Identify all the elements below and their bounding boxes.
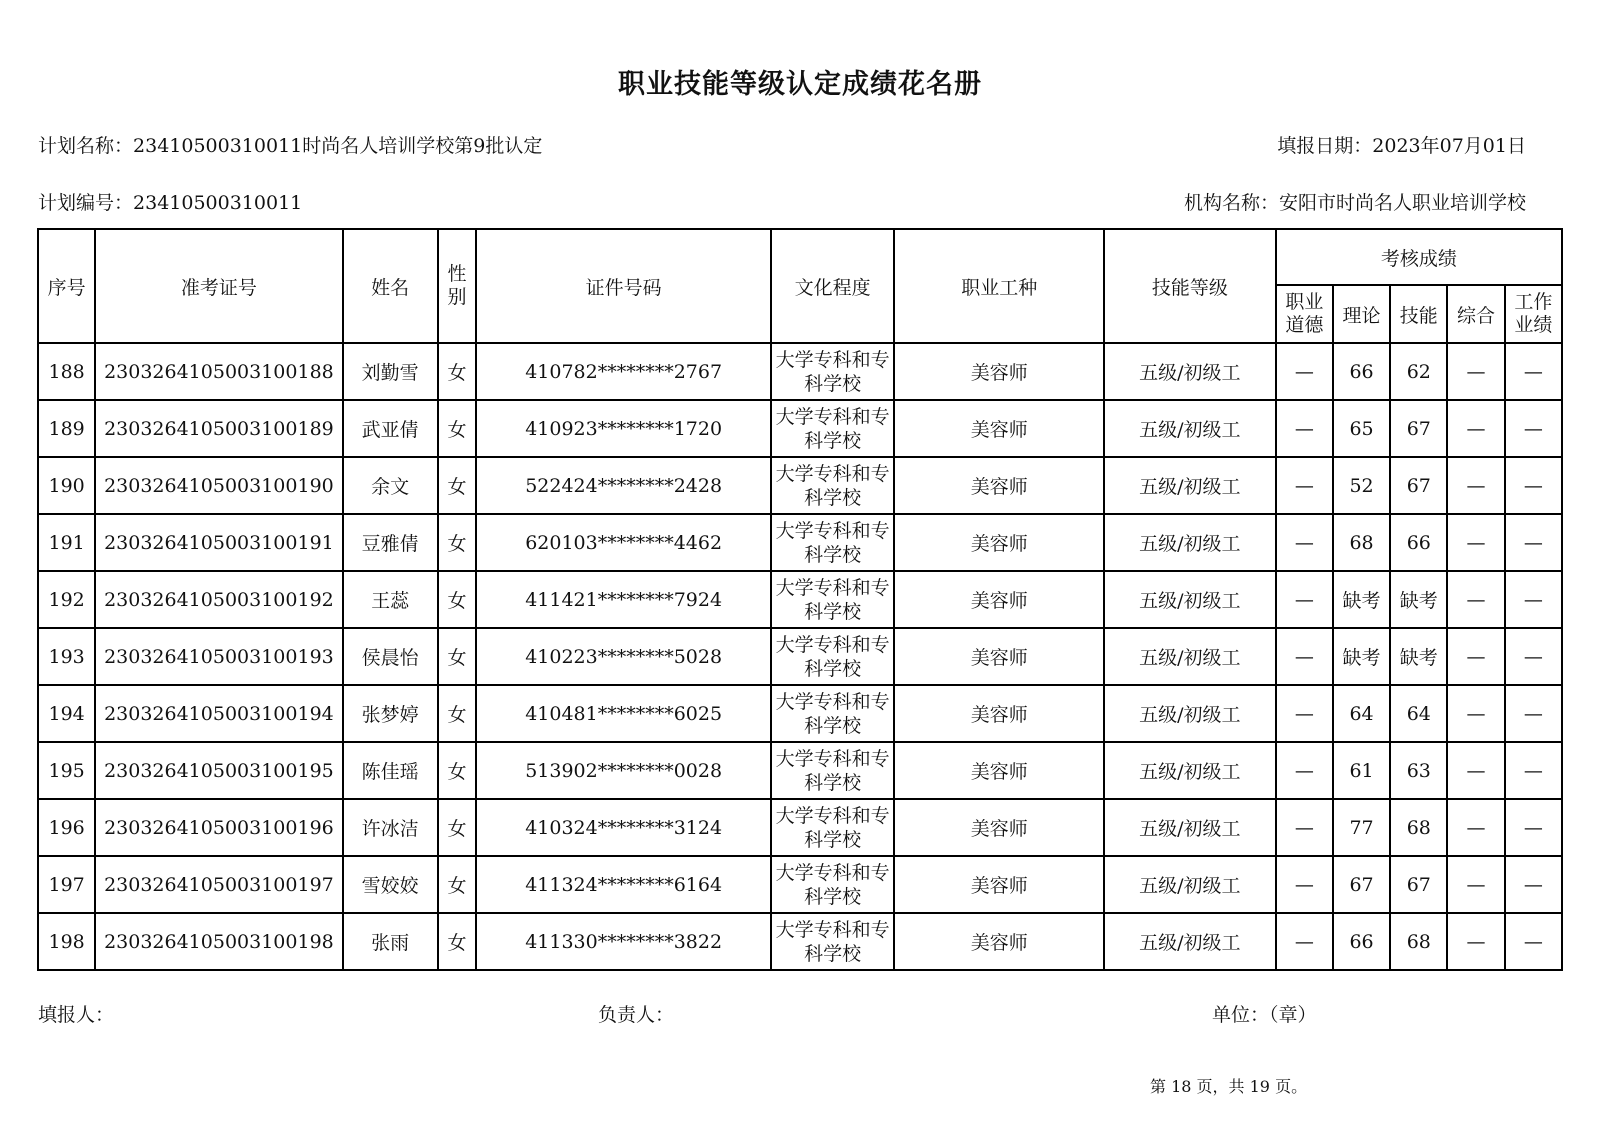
plan-name-label: 计划名称：	[38, 135, 134, 157]
cell-exam-no: 2303264105003100196	[95, 799, 342, 856]
org-name-value: 安阳市时尚名人职业培训学校	[1278, 192, 1526, 214]
cell-level: 五级/初级工	[1104, 343, 1276, 400]
cell-ethics: —	[1276, 400, 1333, 457]
header-comprehensive: 综合	[1447, 285, 1504, 343]
cell-comprehensive: —	[1447, 685, 1504, 742]
cell-education: 大学专科和专科学校	[771, 343, 895, 400]
cell-education: 大学专科和专科学校	[771, 571, 895, 628]
cell-skill: 62	[1390, 343, 1447, 400]
document-title: 职业技能等级认定成绩花名册	[618, 69, 982, 100]
table-row	[38, 457, 1562, 514]
cell-gender: 女	[438, 343, 477, 400]
cell-gender: 女	[438, 628, 477, 685]
responsible-label: 负责人：	[598, 1004, 675, 1026]
table-row	[38, 913, 1562, 970]
cell-seq: 193	[38, 628, 95, 685]
table-row	[38, 400, 1562, 457]
cell-ethics: —	[1276, 742, 1333, 799]
header-id-no: 证件号码	[476, 229, 770, 343]
header-seq: 序号	[38, 229, 95, 343]
cell-work-performance: —	[1505, 628, 1562, 685]
cell-work-performance: —	[1505, 856, 1562, 913]
cell-seq: 188	[38, 343, 95, 400]
cell-occupation: 美容师	[894, 400, 1104, 457]
table-row	[38, 343, 1562, 400]
roster-body	[38, 343, 1562, 970]
cell-occupation: 美容师	[894, 856, 1104, 913]
filler-label: 填报人：	[38, 1004, 115, 1026]
cell-level: 五级/初级工	[1104, 685, 1276, 742]
cell-work-performance: —	[1505, 400, 1562, 457]
unit-seal-label: 单位：（章）	[1212, 1004, 1317, 1026]
score-roster-table	[37, 228, 1563, 971]
cell-id-no: 522424********2428	[476, 457, 770, 514]
cell-theory: 缺考	[1333, 571, 1390, 628]
header-work-performance: 工作业绩	[1505, 285, 1562, 343]
cell-seq: 192	[38, 571, 95, 628]
cell-exam-no: 2303264105003100197	[95, 856, 342, 913]
cell-education: 大学专科和专科学校	[771, 514, 895, 571]
fill-date-value: 2023年07月01日	[1372, 135, 1526, 157]
cell-theory: 61	[1333, 742, 1390, 799]
fill-date-label: 填报日期：	[1277, 135, 1373, 157]
cell-skill: 68	[1390, 913, 1447, 970]
org-name-label: 机构名称：	[1183, 192, 1279, 214]
cell-seq: 191	[38, 514, 95, 571]
cell-level: 五级/初级工	[1104, 571, 1276, 628]
cell-occupation: 美容师	[894, 628, 1104, 685]
cell-comprehensive: —	[1447, 400, 1504, 457]
cell-work-performance: —	[1505, 571, 1562, 628]
cell-id-no: 410481********6025	[476, 685, 770, 742]
header-skill: 技能	[1390, 285, 1447, 343]
cell-name: 刘勤雪	[343, 343, 438, 400]
cell-name: 余文	[343, 457, 438, 514]
cell-name: 武亚倩	[343, 400, 438, 457]
plan-name-value: 23410500310011时尚名人培训学校第9批认定	[133, 135, 543, 157]
cell-theory: 64	[1333, 685, 1390, 742]
header-exam-no: 准考证号	[95, 229, 342, 343]
cell-exam-no: 2303264105003100193	[95, 628, 342, 685]
cell-gender: 女	[438, 685, 477, 742]
header-gender: 性别	[438, 229, 477, 343]
cell-comprehensive: —	[1447, 343, 1504, 400]
cell-level: 五级/初级工	[1104, 514, 1276, 571]
cell-theory: 52	[1333, 457, 1390, 514]
cell-level: 五级/初级工	[1104, 913, 1276, 970]
cell-skill: 68	[1390, 799, 1447, 856]
cell-gender: 女	[438, 913, 477, 970]
cell-education: 大学专科和专科学校	[771, 457, 895, 514]
cell-comprehensive: —	[1447, 799, 1504, 856]
cell-exam-no: 2303264105003100198	[95, 913, 342, 970]
cell-skill: 缺考	[1390, 571, 1447, 628]
cell-work-performance: —	[1505, 913, 1562, 970]
cell-theory: 67	[1333, 856, 1390, 913]
cell-skill: 67	[1390, 856, 1447, 913]
cell-comprehensive: —	[1447, 742, 1504, 799]
cell-id-no: 513902********0028	[476, 742, 770, 799]
cell-id-no: 411330********3822	[476, 913, 770, 970]
cell-gender: 女	[438, 856, 477, 913]
table-row	[38, 742, 1562, 799]
cell-work-performance: —	[1505, 799, 1562, 856]
cell-gender: 女	[438, 514, 477, 571]
plan-no-line	[38, 188, 302, 215]
cell-level: 五级/初级工	[1104, 742, 1276, 799]
cell-comprehensive: —	[1447, 457, 1504, 514]
cell-occupation: 美容师	[894, 913, 1104, 970]
cell-skill: 67	[1390, 400, 1447, 457]
cell-theory: 缺考	[1333, 628, 1390, 685]
cell-seq: 196	[38, 799, 95, 856]
cell-ethics: —	[1276, 571, 1333, 628]
cell-name: 张梦婷	[343, 685, 438, 742]
cell-ethics: —	[1276, 685, 1333, 742]
cell-id-no: 410923********1720	[476, 400, 770, 457]
cell-skill: 缺考	[1390, 628, 1447, 685]
cell-name: 王蕊	[343, 571, 438, 628]
plan-name-line	[38, 131, 542, 158]
cell-occupation: 美容师	[894, 514, 1104, 571]
cell-education: 大学专科和专科学校	[771, 913, 895, 970]
cell-level: 五级/初级工	[1104, 856, 1276, 913]
cell-comprehensive: —	[1447, 856, 1504, 913]
cell-work-performance: —	[1505, 742, 1562, 799]
cell-education: 大学专科和专科学校	[771, 628, 895, 685]
cell-seq: 194	[38, 685, 95, 742]
plan-no-value: 23410500310011	[133, 192, 303, 214]
cell-id-no: 620103********4462	[476, 514, 770, 571]
plan-no-label: 计划编号：	[38, 192, 134, 214]
cell-name: 侯晨怡	[343, 628, 438, 685]
cell-exam-no: 2303264105003100194	[95, 685, 342, 742]
cell-comprehensive: —	[1447, 514, 1504, 571]
cell-theory: 66	[1333, 343, 1390, 400]
cell-education: 大学专科和专科学校	[771, 400, 895, 457]
fill-date-line	[1277, 131, 1526, 158]
cell-skill: 63	[1390, 742, 1447, 799]
cell-gender: 女	[438, 400, 477, 457]
cell-occupation: 美容师	[894, 457, 1104, 514]
cell-exam-no: 2303264105003100195	[95, 742, 342, 799]
cell-level: 五级/初级工	[1104, 400, 1276, 457]
cell-id-no: 410324********3124	[476, 799, 770, 856]
cell-work-performance: —	[1505, 685, 1562, 742]
page-indicator: 第 18 页，共 19 页。	[1150, 1077, 1308, 1096]
cell-level: 五级/初级工	[1104, 799, 1276, 856]
cell-name: 豆雅倩	[343, 514, 438, 571]
cell-name: 许冰洁	[343, 799, 438, 856]
header-education: 文化程度	[771, 229, 895, 343]
cell-education: 大学专科和专科学校	[771, 799, 895, 856]
cell-exam-no: 2303264105003100192	[95, 571, 342, 628]
cell-occupation: 美容师	[894, 685, 1104, 742]
header-level: 技能等级	[1104, 229, 1276, 343]
cell-theory: 68	[1333, 514, 1390, 571]
cell-ethics: —	[1276, 799, 1333, 856]
cell-exam-no: 2303264105003100188	[95, 343, 342, 400]
cell-name: 陈佳瑶	[343, 742, 438, 799]
table-row	[38, 628, 1562, 685]
cell-theory: 66	[1333, 913, 1390, 970]
cell-skill: 66	[1390, 514, 1447, 571]
header-occupation: 职业工种	[894, 229, 1104, 343]
cell-id-no: 410782********2767	[476, 343, 770, 400]
cell-ethics: —	[1276, 913, 1333, 970]
cell-exam-no: 2303264105003100189	[95, 400, 342, 457]
header-scores-group: 考核成绩	[1276, 229, 1562, 285]
cell-level: 五级/初级工	[1104, 457, 1276, 514]
cell-ethics: —	[1276, 856, 1333, 913]
cell-gender: 女	[438, 742, 477, 799]
cell-education: 大学专科和专科学校	[771, 742, 895, 799]
cell-comprehensive: —	[1447, 913, 1504, 970]
header-ethics: 职业道德	[1276, 285, 1333, 343]
cell-gender: 女	[438, 571, 477, 628]
table-row	[38, 685, 1562, 742]
cell-name: 雪姣姣	[343, 856, 438, 913]
cell-education: 大学专科和专科学校	[771, 685, 895, 742]
table-row	[38, 514, 1562, 571]
cell-level: 五级/初级工	[1104, 628, 1276, 685]
cell-gender: 女	[438, 457, 477, 514]
table-row	[38, 571, 1562, 628]
cell-occupation: 美容师	[894, 571, 1104, 628]
cell-seq: 195	[38, 742, 95, 799]
cell-comprehensive: —	[1447, 571, 1504, 628]
cell-skill: 67	[1390, 457, 1447, 514]
cell-exam-no: 2303264105003100190	[95, 457, 342, 514]
cell-seq: 190	[38, 457, 95, 514]
cell-skill: 64	[1390, 685, 1447, 742]
cell-seq: 189	[38, 400, 95, 457]
cell-seq: 197	[38, 856, 95, 913]
cell-work-performance: —	[1505, 343, 1562, 400]
cell-id-no: 411324********6164	[476, 856, 770, 913]
cell-work-performance: —	[1505, 514, 1562, 571]
cell-seq: 198	[38, 913, 95, 970]
cell-id-no: 410223********5028	[476, 628, 770, 685]
cell-occupation: 美容师	[894, 799, 1104, 856]
header-name: 姓名	[343, 229, 438, 343]
cell-ethics: —	[1276, 343, 1333, 400]
cell-comprehensive: —	[1447, 628, 1504, 685]
cell-gender: 女	[438, 799, 477, 856]
cell-occupation: 美容师	[894, 742, 1104, 799]
cell-occupation: 美容师	[894, 343, 1104, 400]
cell-name: 张雨	[343, 913, 438, 970]
cell-work-performance: —	[1505, 457, 1562, 514]
cell-education: 大学专科和专科学校	[771, 856, 895, 913]
cell-theory: 65	[1333, 400, 1390, 457]
table-row	[38, 856, 1562, 913]
header-theory: 理论	[1333, 285, 1390, 343]
cell-ethics: —	[1276, 514, 1333, 571]
cell-ethics: —	[1276, 457, 1333, 514]
org-name-line	[1184, 188, 1526, 215]
cell-ethics: —	[1276, 628, 1333, 685]
cell-theory: 77	[1333, 799, 1390, 856]
cell-id-no: 411421********7924	[476, 571, 770, 628]
table-row	[38, 799, 1562, 856]
cell-exam-no: 2303264105003100191	[95, 514, 342, 571]
